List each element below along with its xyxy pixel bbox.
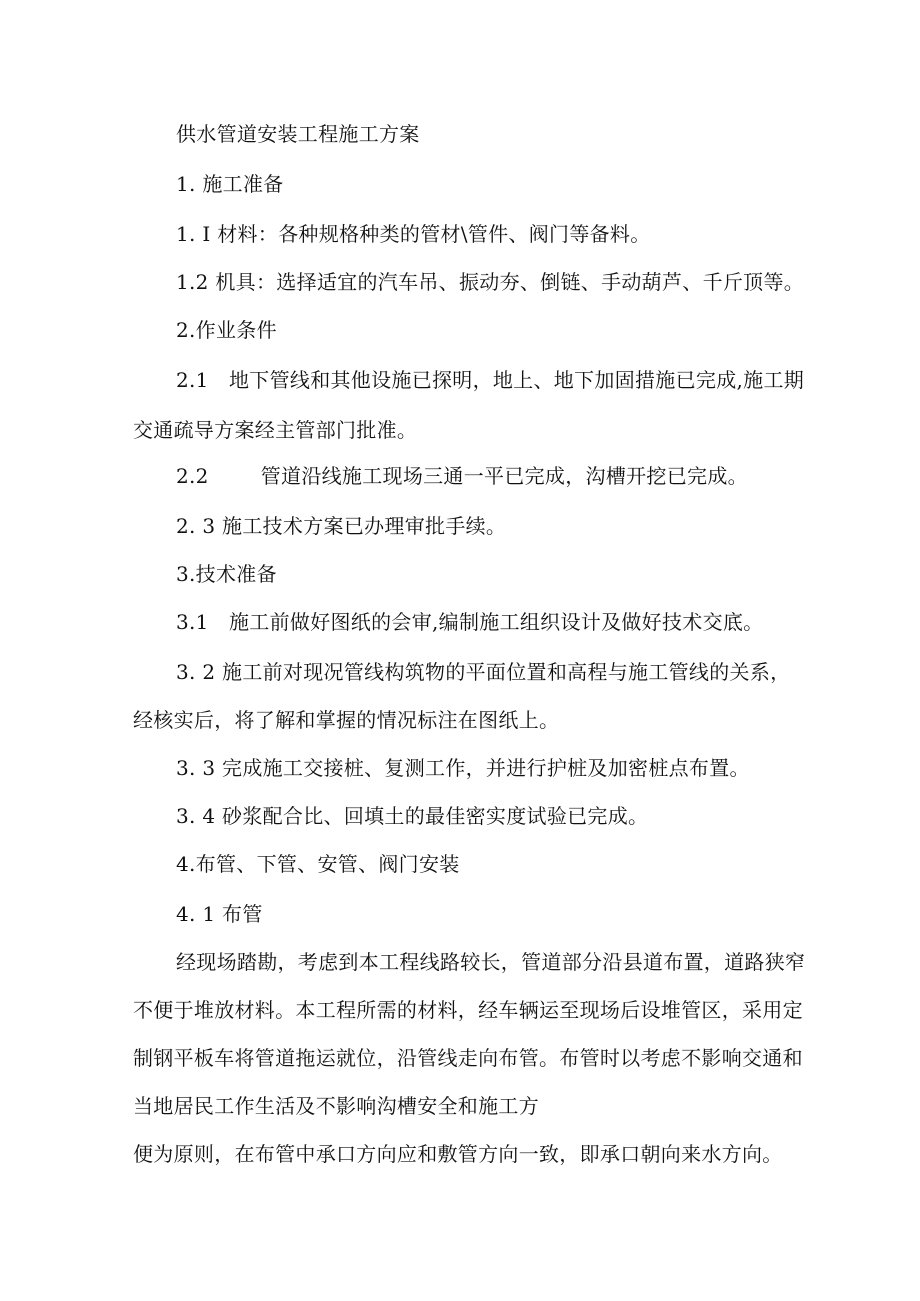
section-heading-4: 4.布管、下管、安管、阀门安装 <box>176 852 460 876</box>
paragraph-2-2 <box>176 462 748 490</box>
subheading-4-1: 4. 1 布管 <box>176 902 263 926</box>
section-heading-1: 1. 施工准备 <box>176 172 284 196</box>
paragraph-1-1: 1. I 材料：各种规格种类的管材\管件、阀门等备料。 <box>176 222 651 246</box>
paragraph-3-4: 3. 4 砂浆配合比、回填土的最佳密实度试验已完成。 <box>176 804 649 828</box>
paragraph-3-3: 3. 3 完成施工交接桩、复测工作，并进行护桩及加密桩点布置。 <box>176 756 750 780</box>
paragraph-3-1: 3.1 施工前做好图纸的会审,编制施工组织设计及做好技术交底。 <box>176 610 764 634</box>
paragraph-4-1-line-5: 便为原则，在布管中承口方向应和敷管方向一致，即承口朝向来水方向。 <box>133 1142 783 1166</box>
paragraph-3-2: 3. 2 施工前对现况管线构筑物的平面位置和高程与施工管线的关系， <box>176 660 791 684</box>
section-heading-2: 2.作业条件 <box>176 318 277 342</box>
paragraph-2-2-text: 管道沿线施工现场三通一平已完成，沟槽开挖已完成。 <box>260 464 748 488</box>
paragraph-2-3: 2. 3 施工技术方案已办理审批手续。 <box>176 514 507 538</box>
paragraph-4-1-line-3: 制钢平板车将管道拖运就位，沿管线走向布管。布管时以考虑不影响交通和 <box>133 1046 803 1070</box>
paragraph-4-1-line-2: 不便于堆放材料。本工程所需的材料，经车辆运至现场后设堆管区，采用定 <box>133 998 803 1022</box>
paragraph-3-2-continued: 经核实后，将了解和掌握的情况标注在图纸上。 <box>133 708 560 732</box>
paragraph-1-2: 1.2 机具：选择适宜的汽车吊、振动夯、倒链、手动葫芦、千斤顶等。 <box>176 270 805 294</box>
paragraph-4-1-line-4: 当地居民工作生活及不影响沟槽安全和施工方 <box>133 1094 539 1118</box>
paragraph-4-1-line-1: 经现场踏勘，考虑到本工程线路较长，管道部分沿县道布置，道路狭窄 <box>176 950 806 974</box>
document-title: 供水管道安装工程施工方案 <box>176 122 420 146</box>
paragraph-2-1-continued: 交通疏导方案经主管部门批准。 <box>133 418 418 442</box>
paragraph-2-2-number: 2.2 <box>176 464 209 488</box>
paragraph-2-1: 2.1 地下管线和其他设施已探明，地上、地下加固措施已完成,施工期 <box>176 368 805 392</box>
section-heading-3: 3.技术准备 <box>176 562 277 586</box>
